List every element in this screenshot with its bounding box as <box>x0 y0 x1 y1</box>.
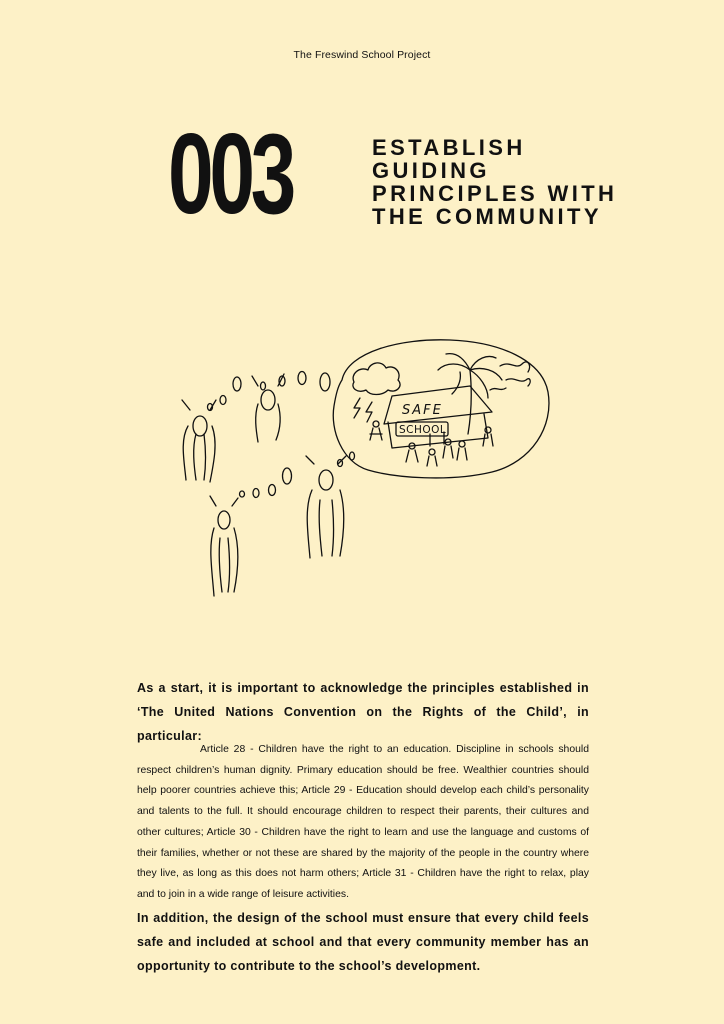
cloud-icon <box>353 363 400 395</box>
articles-paragraph: Article 28 - Children have the right to an education. Discipline in schools should respect children’s human dignity. Primary education should be free. Wealthier countries should help poorer countries achieve this; Article 29 - Education should develop each child’s personality and talents to the full. It should encourage children to respect their parents, their cultures and other cultures; Article 30 - Children have the right to learn and use the language and customs of their families, whether or not these are shared by the majority of the people in the country where they live, as long as this does not harm others; Article 31 - Children have the right to relax, play and to join in a wide range of leisure activities. <box>137 744 589 900</box>
chapter-title-line: PRINCIPLES WITH <box>372 181 618 206</box>
chapter-title-line: THE COMMUNITY <box>372 204 602 229</box>
chapter-number: 003 <box>168 111 292 238</box>
wind-squiggle <box>506 379 530 386</box>
lightning-icon <box>354 398 360 418</box>
school-sign-text: SCHOOL <box>399 424 447 436</box>
chapter-title-line: GUIDING <box>372 158 490 183</box>
person-figure <box>210 496 238 596</box>
closing-paragraph: In addition, the design of the school must ensure that every child feels safe and included at school and that every community member has an opportunity to contribute to the school’s development. <box>137 911 589 973</box>
wind-squiggle <box>500 362 530 372</box>
wind-squiggle <box>490 388 506 390</box>
intro-paragraph: As a start, it is important to acknowledge the principles established in ‘The United Nations Convention on the Rights of the Child’, in particular: <box>137 681 589 743</box>
chapter-title-line: ESTABLISH <box>372 135 526 160</box>
person-figure <box>252 374 284 442</box>
lightning-icon <box>366 402 372 422</box>
person-figure <box>182 400 216 482</box>
person-figure <box>306 456 346 558</box>
safe-sign-text: SAFE <box>402 403 443 418</box>
community-sketch-illustration <box>170 330 560 610</box>
project-title: The Freswind School Project <box>293 49 431 61</box>
chapter-title <box>372 136 617 228</box>
